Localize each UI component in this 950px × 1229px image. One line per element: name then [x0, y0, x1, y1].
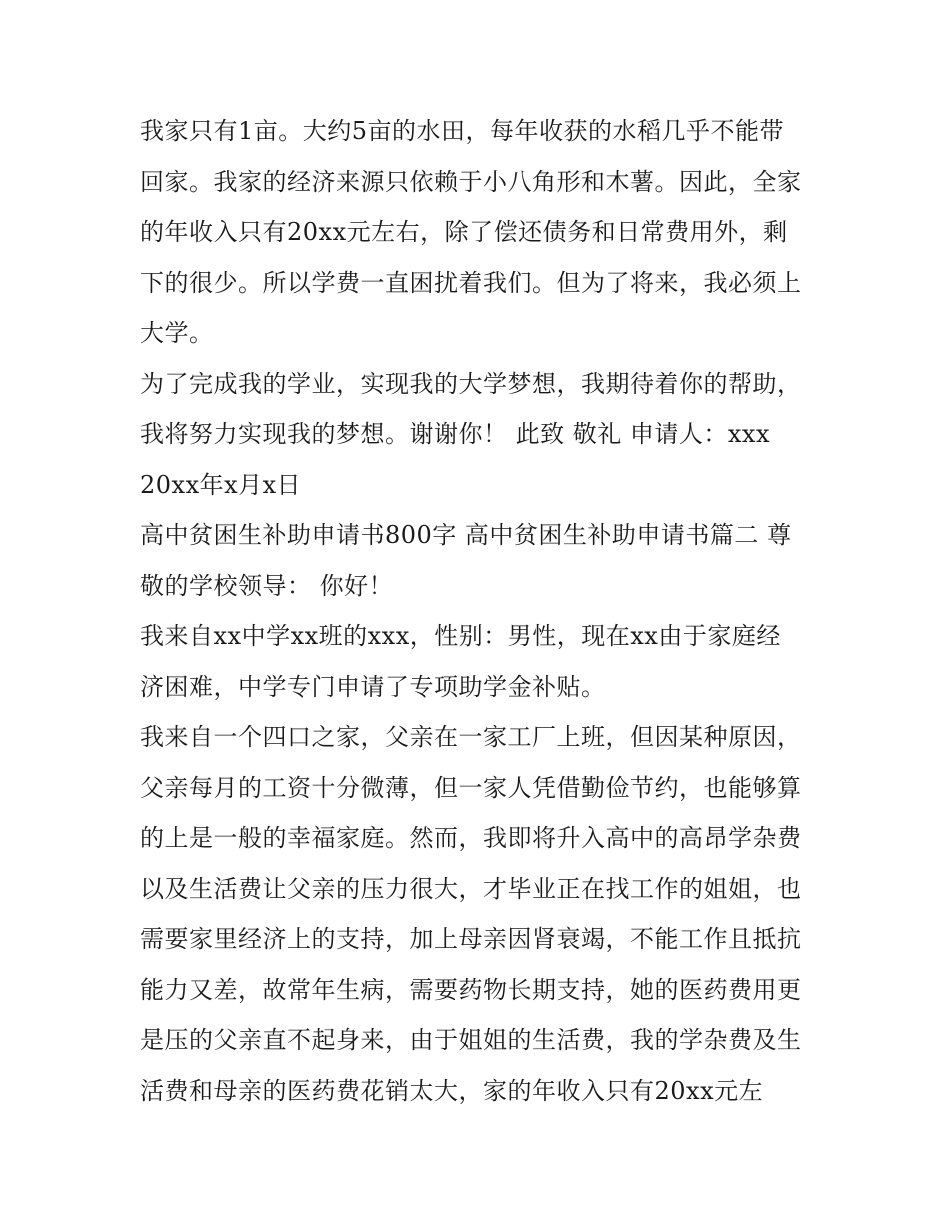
text-line: 活费和母亲的医药费花销太大，家的年收入只有20xx元左 — [140, 1076, 764, 1105]
text-line: 的年收入只有20xx元左右，除了偿还债务和日常费用外，剩 — [140, 218, 788, 246]
text-line: 为了完成我的学业，实现我的大学梦想，我期待着你的帮助， — [140, 369, 802, 398]
text-line: 父亲每月的工资十分微薄，但一家人凭借勤俭节约，也能够算 — [140, 773, 802, 802]
heading-line: 高中贫困生补助申请书800字 高中贫困生补助申请书篇二 尊 — [140, 521, 792, 549]
text-line: 我家只有1亩。大约5亩的水田，每年收获的水稻几乎不能带 — [140, 117, 785, 145]
text-line: 我将努力实现我的梦想。谢谢你！ 此致 敬礼 申请人：xxx — [140, 420, 770, 448]
date-line: 20xx年x月x日 — [140, 470, 302, 499]
text-line: 需要家里经济上的支持，加上母亲因肾衰竭，不能工作且抵抗 — [140, 925, 802, 953]
text-line: 回家。我家的经济来源只依赖于小八角形和木薯。因此，全家 — [140, 167, 802, 196]
text-line: 下的很少。所以学费一直困扰着我们。但为了将来，我必须上 — [140, 268, 802, 297]
text-line: 能力又差，故常年生病，需要药物长期支持，她的医药费用更 — [140, 975, 802, 1004]
document-body — [140, 106, 820, 1116]
text-line: 的上是一般的幸福家庭。然而，我即将升入高中的高昂学杂费 — [140, 824, 802, 852]
text-line: 济困难，中学专门申请了专项助学金补贴。 — [140, 672, 606, 701]
text-line: 是压的父亲直不起身来，由于姐姐的生活费，我的学杂费及生 — [140, 1026, 802, 1054]
text-line: 大学。 — [140, 319, 214, 347]
salutation-line: 敬的学校领导： 你好！ — [140, 571, 394, 600]
text-line: 我来自xx中学xx班的xxx，性别：男性，现在xx由于家庭经 — [140, 622, 781, 650]
text-line: 以及生活费让父亲的压力很大，才毕业正在找工作的姐姐，也 — [140, 874, 802, 903]
text-line: 我来自一个四口之家，父亲在一家工厂上班，但因某种原因， — [140, 723, 802, 751]
